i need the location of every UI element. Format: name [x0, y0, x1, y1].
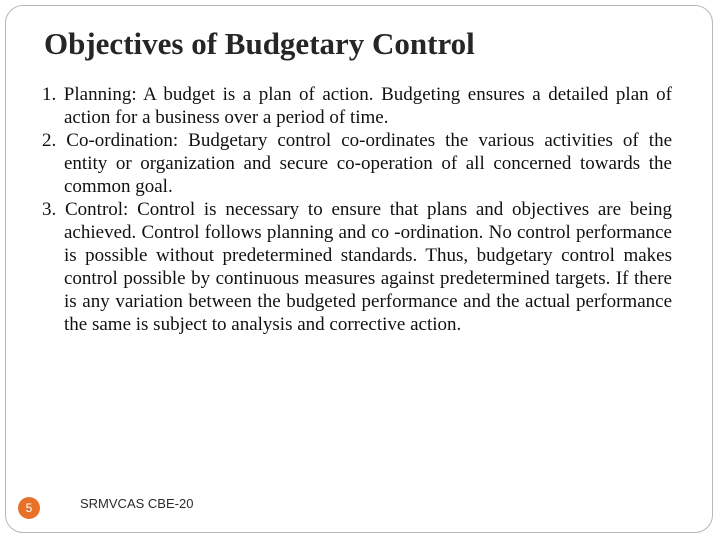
page-number-badge: 5 [18, 497, 40, 519]
objective-item-coordination: 2. Co-ordination: Budgetary control co-ordinates the various activities of the entity or organization and secure co-operation of all concerned towards the common goal. [42, 130, 672, 197]
objective-item-planning: 1. Planning: A budget is a plan of action. Budgeting ensures a detailed plan of action for a business over a period of time. [42, 84, 672, 128]
slide-title: Objectives of Budgetary Control [44, 26, 475, 61]
footer-text: SRMVCAS CBE-20 [80, 496, 194, 511]
objectives-list [42, 83, 672, 336]
objective-item-control: 3. Control: Control is necessary to ensure that plans and objectives are being achieved. Control follows planning and co -ordination. No control performance is possible without predetermined standards. Thus, budgetary control makes control possible by continuous measures against predetermined targets. If there is any variation between the budgeted performance and the actual performance the same is subject to analysis and corrective action. [42, 199, 672, 335]
